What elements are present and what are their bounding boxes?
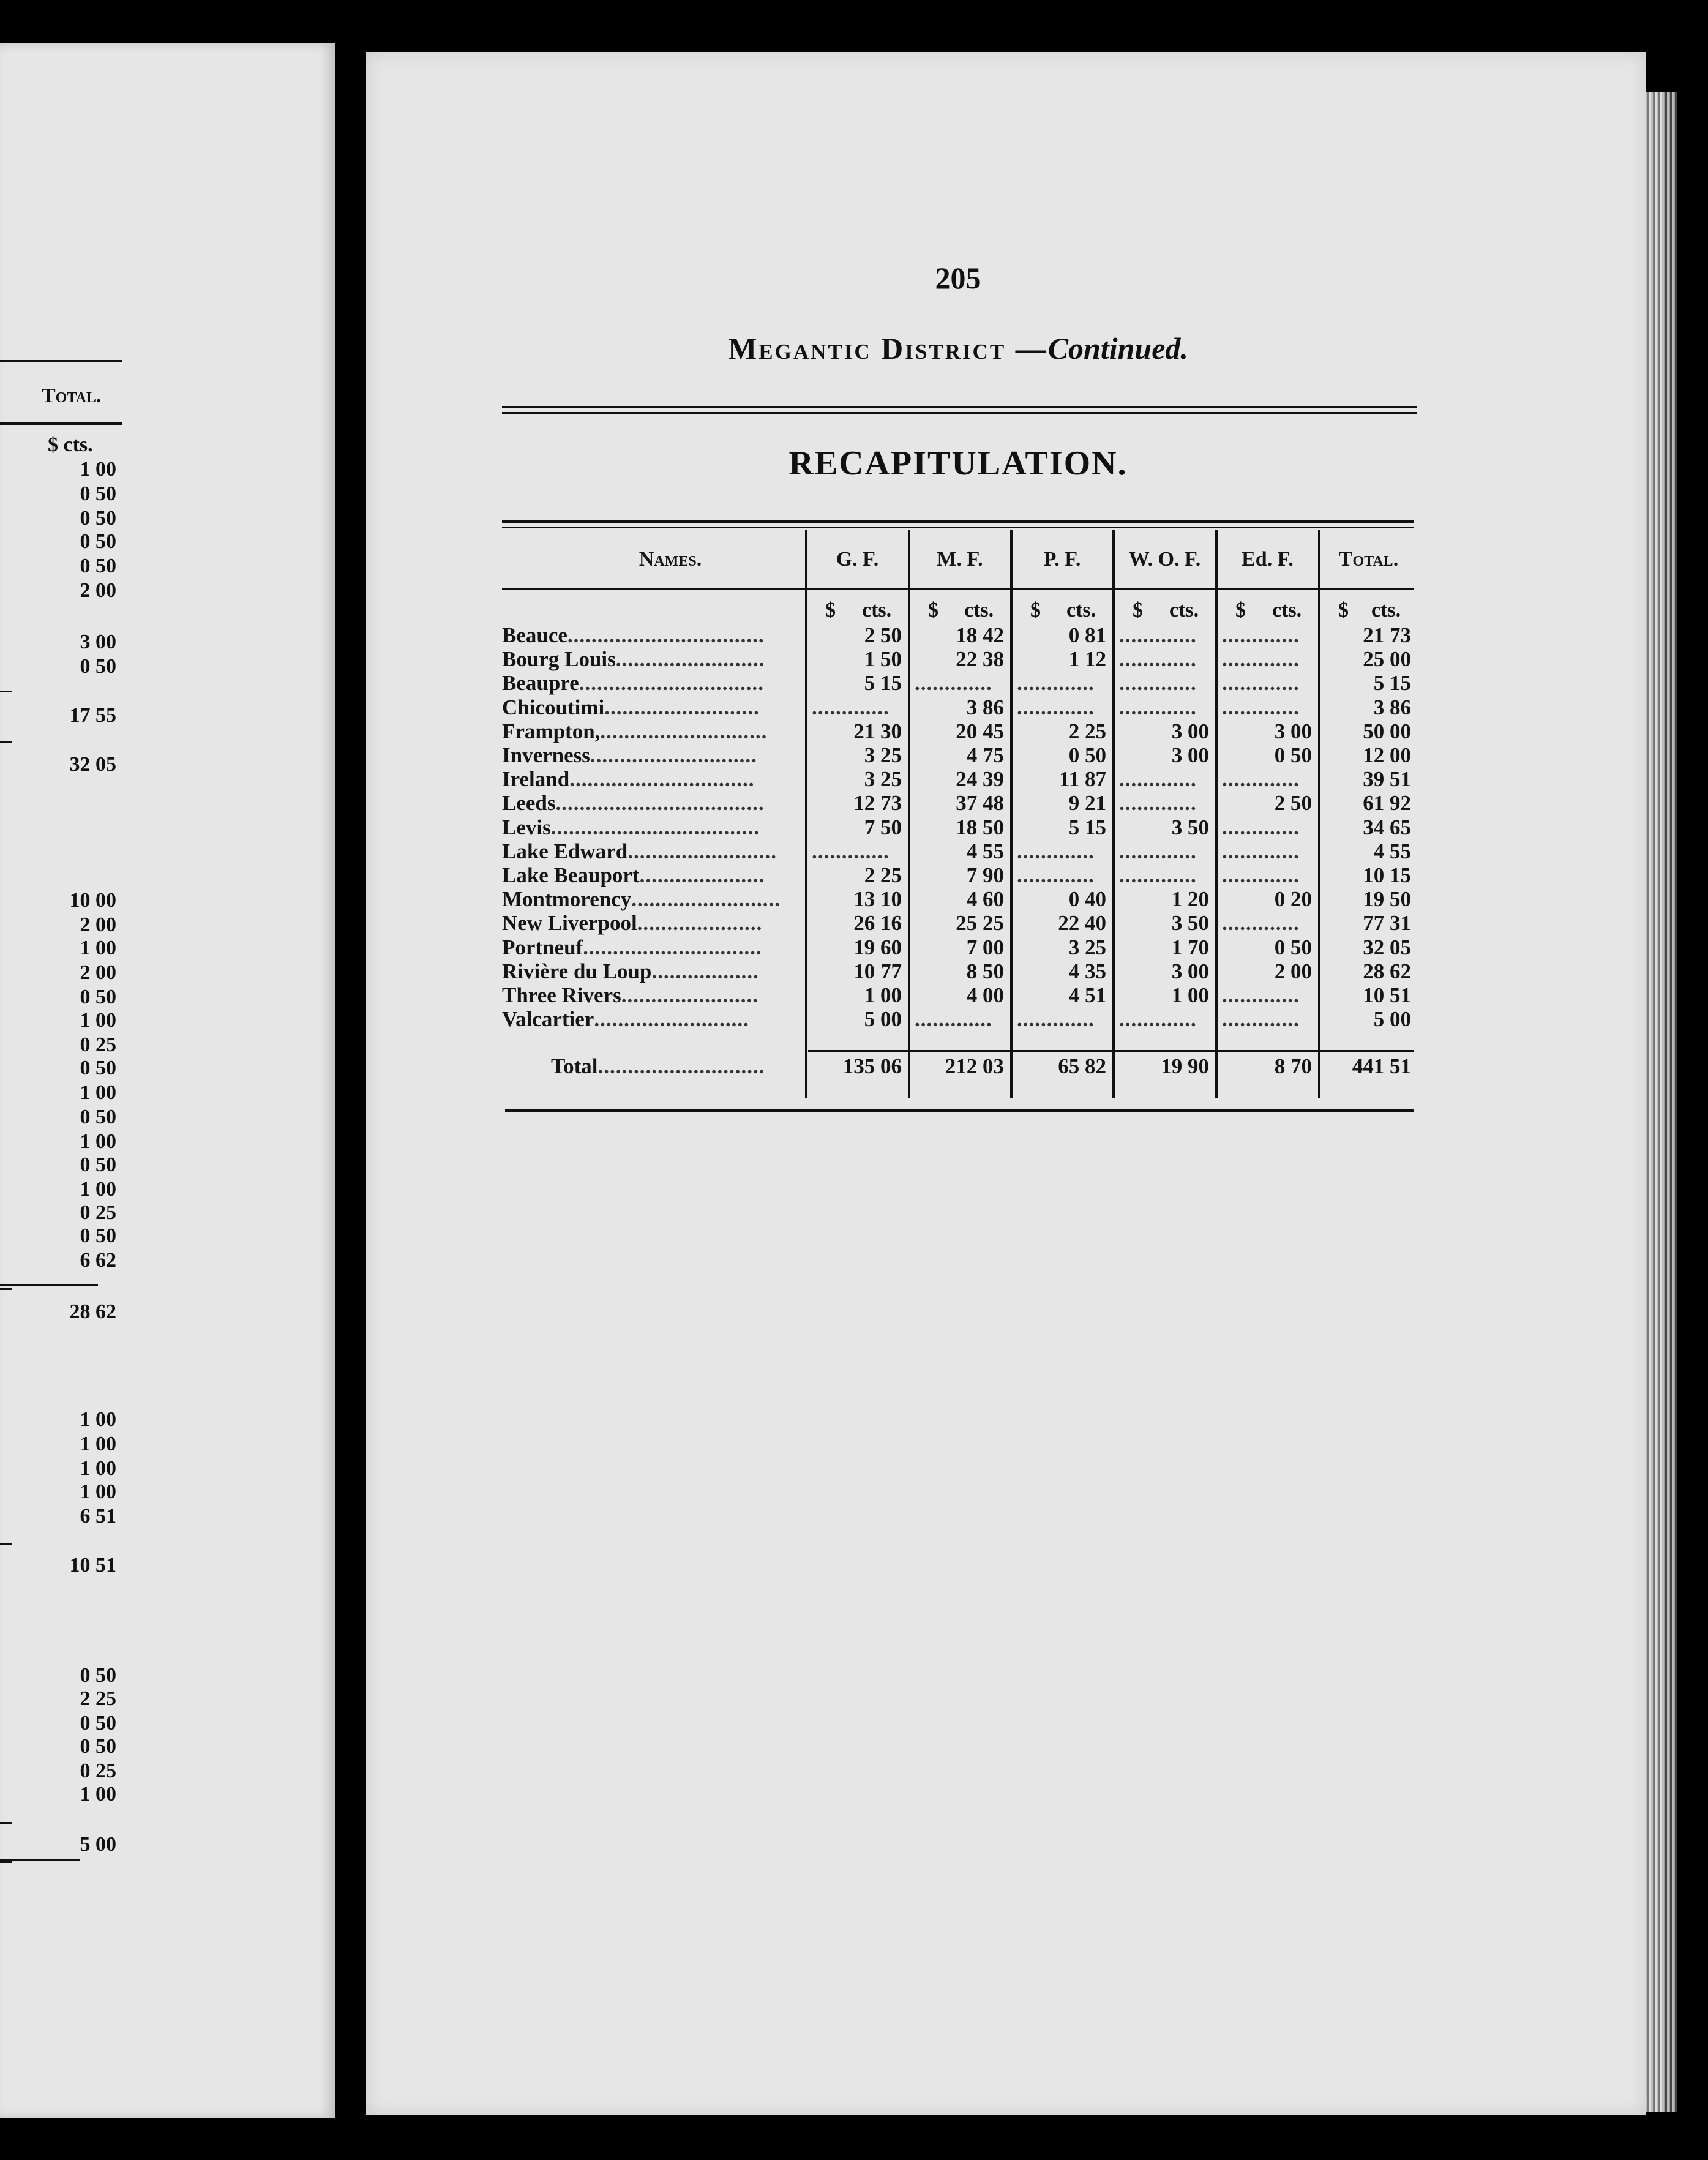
place-name: New Liverpool bbox=[502, 911, 637, 936]
gf-value: 2 50 bbox=[864, 623, 902, 647]
left-total-value: 0 50 bbox=[80, 1106, 116, 1128]
place-name: Ireland bbox=[502, 767, 570, 792]
col-header-total: Total. bbox=[1338, 548, 1399, 571]
empty-cell-dots: ............. bbox=[1017, 863, 1095, 887]
col-header-mf: M. F. bbox=[937, 548, 983, 571]
leader-dots: ................................... bbox=[555, 791, 765, 816]
empty-cell-dots: ............. bbox=[915, 671, 992, 696]
left-total-value: 0 50 bbox=[80, 1735, 116, 1758]
left-total-value: 1 00 bbox=[80, 1130, 116, 1153]
leader-dots: ................................. bbox=[567, 623, 765, 647]
unit-dollar: $ bbox=[1235, 599, 1246, 621]
empty-cell-dots: ............. bbox=[1222, 983, 1300, 1007]
empty-cell-dots: ............. bbox=[1119, 647, 1197, 672]
left-total-value: 3 00 bbox=[80, 631, 116, 653]
mf-value: 4 55 bbox=[966, 839, 1004, 863]
left-total-value: 1 00 bbox=[80, 1783, 116, 1806]
leader-dots: ............................ bbox=[590, 743, 757, 767]
total-total-value: 441 51 bbox=[1352, 1054, 1411, 1078]
place-name: Portneuf bbox=[502, 935, 583, 959]
left-header-rule-2 bbox=[0, 422, 122, 425]
row-name bbox=[502, 743, 757, 768]
total-label: Total bbox=[551, 1054, 598, 1078]
row-name bbox=[502, 623, 765, 648]
total-value: 19 50 bbox=[1363, 887, 1411, 912]
mf-value: 4 00 bbox=[966, 983, 1004, 1007]
place-name: Beaupre bbox=[502, 671, 579, 696]
total-value: 50 00 bbox=[1363, 719, 1411, 743]
edf-value: 0 50 bbox=[1274, 743, 1312, 767]
pf-value: 0 40 bbox=[1068, 887, 1106, 912]
col-header-names: Names. bbox=[639, 548, 702, 571]
empty-cell-dots: ............. bbox=[1119, 695, 1197, 719]
row-name bbox=[502, 1007, 749, 1032]
wof-value: 1 20 bbox=[1171, 887, 1209, 912]
col-header-pf: P. F. bbox=[1043, 548, 1081, 571]
left-total-value: 1 00 bbox=[80, 937, 116, 959]
left-sum-rule-long bbox=[0, 1859, 80, 1861]
gf-value: 1 50 bbox=[864, 647, 902, 672]
left-total-value: 0 50 bbox=[80, 507, 116, 530]
total-value: 4 55 bbox=[1373, 839, 1411, 863]
leader-dots: .................. bbox=[651, 959, 759, 983]
mf-value: 8 50 bbox=[966, 959, 1004, 983]
total-value: 32 05 bbox=[1363, 935, 1411, 959]
row-name bbox=[502, 767, 754, 792]
leader-dots: .......................... bbox=[594, 1007, 749, 1032]
pf-value: 0 81 bbox=[1068, 623, 1106, 647]
mf-value: 3 86 bbox=[966, 695, 1004, 719]
left-total-value: 1 00 bbox=[80, 1408, 116, 1431]
mf-value: 18 42 bbox=[956, 623, 1004, 647]
empty-cell-dots: ............. bbox=[1017, 1007, 1095, 1032]
left-total-value: 32 05 bbox=[69, 753, 116, 776]
gf-value: 21 30 bbox=[853, 719, 902, 743]
column-divider bbox=[1112, 530, 1115, 1098]
wof-value: 1 70 bbox=[1171, 935, 1209, 959]
page-edge-outer bbox=[1664, 92, 1677, 2112]
empty-cell-dots: ............. bbox=[1119, 863, 1197, 887]
empty-cell-dots: ............. bbox=[1222, 695, 1300, 719]
total-mf-value: 212 03 bbox=[945, 1054, 1004, 1078]
left-total-value: 0 25 bbox=[80, 1033, 116, 1056]
mf-value: 25 25 bbox=[956, 911, 1004, 936]
row-name bbox=[502, 911, 762, 936]
left-total-value: 1 00 bbox=[80, 1009, 116, 1032]
empty-cell-dots: ............. bbox=[1119, 671, 1197, 696]
mf-value: 37 48 bbox=[956, 791, 1004, 816]
empty-cell-dots: ............. bbox=[1222, 911, 1300, 936]
total-row-label bbox=[551, 1054, 765, 1079]
wof-value: 3 50 bbox=[1171, 911, 1209, 936]
left-total-value: 1 00 bbox=[80, 1480, 116, 1503]
heading-dash: — bbox=[1006, 331, 1048, 366]
unit-cents: cts. bbox=[1272, 599, 1302, 621]
edf-value: 0 20 bbox=[1274, 887, 1312, 912]
total-value: 10 51 bbox=[1363, 983, 1411, 1007]
place-name: Montmorency bbox=[502, 887, 632, 912]
left-total-value: 0 50 bbox=[80, 655, 116, 678]
leader-dots: .......................... bbox=[604, 695, 760, 719]
pf-value: 11 87 bbox=[1059, 767, 1106, 792]
gf-value: 3 25 bbox=[864, 767, 902, 792]
left-total-value: 1 00 bbox=[80, 1178, 116, 1201]
total-value: 3 86 bbox=[1373, 695, 1411, 719]
leader-dots: ............................... bbox=[569, 767, 755, 792]
col-header-wof: W. O. F. bbox=[1128, 548, 1201, 571]
place-name: Lake Edward bbox=[502, 839, 628, 863]
left-sum-rule bbox=[0, 1861, 12, 1863]
row-name bbox=[502, 791, 765, 816]
row-name bbox=[502, 719, 767, 744]
left-total-value: 0 25 bbox=[80, 1201, 116, 1224]
leader-dots: ............................... bbox=[579, 671, 764, 696]
gf-value: 5 15 bbox=[864, 671, 902, 696]
total-wof-value: 19 90 bbox=[1161, 1054, 1209, 1078]
row-name bbox=[502, 839, 777, 864]
mf-value: 4 75 bbox=[966, 743, 1004, 767]
left-total-value: 17 55 bbox=[69, 704, 116, 727]
total-value: 77 31 bbox=[1363, 911, 1411, 936]
place-name: Levis bbox=[502, 815, 551, 839]
empty-cell-dots: ............. bbox=[1119, 767, 1197, 792]
leader-dots: ....................... bbox=[621, 983, 758, 1007]
left-total-value: 0 50 bbox=[80, 530, 116, 553]
edf-value: 0 50 bbox=[1274, 935, 1312, 959]
empty-cell-dots: ............. bbox=[812, 695, 890, 719]
left-total-value: 0 50 bbox=[80, 1664, 116, 1687]
empty-cell-dots: ............. bbox=[1119, 623, 1197, 647]
pf-value: 22 40 bbox=[1058, 911, 1106, 936]
total-value: 61 92 bbox=[1363, 791, 1411, 816]
leader-dots: ................................... bbox=[550, 815, 760, 839]
wof-value: 3 00 bbox=[1171, 959, 1209, 983]
gf-value: 5 00 bbox=[864, 1007, 902, 1032]
pf-value: 5 15 bbox=[1068, 815, 1106, 839]
left-total-value: 1 00 bbox=[80, 458, 116, 481]
total-pf-value: 65 82 bbox=[1058, 1054, 1106, 1078]
total-value: 12 00 bbox=[1363, 743, 1411, 767]
edf-value: 3 00 bbox=[1274, 719, 1312, 743]
row-name bbox=[502, 647, 765, 672]
district-name: Megantic District bbox=[728, 331, 1006, 366]
left-sum-rule bbox=[0, 1543, 12, 1545]
gf-value: 12 73 bbox=[853, 791, 902, 816]
left-total-value: 2 00 bbox=[80, 579, 116, 602]
left-total-value: 0 25 bbox=[80, 1760, 116, 1782]
gf-value: 10 77 bbox=[853, 959, 902, 983]
pf-value: 1 12 bbox=[1068, 647, 1106, 672]
total-value: 5 00 bbox=[1373, 1007, 1411, 1032]
row-name bbox=[502, 887, 781, 912]
heading-continued: Continued. bbox=[1047, 331, 1188, 366]
gf-value: 19 60 bbox=[853, 935, 902, 959]
left-sum-rule bbox=[0, 1288, 12, 1290]
left-page bbox=[0, 43, 335, 2118]
unit-cents: cts. bbox=[1066, 599, 1096, 621]
mf-value: 22 38 bbox=[956, 647, 1004, 672]
empty-cell-dots: ............. bbox=[1119, 791, 1197, 816]
table-rule-top-2 bbox=[502, 527, 1414, 528]
gf-value: 26 16 bbox=[853, 911, 902, 936]
left-total-value: 0 50 bbox=[80, 555, 116, 577]
left-total-value: 0 50 bbox=[80, 986, 116, 1008]
row-name bbox=[502, 936, 762, 960]
place-name: Leeds bbox=[502, 791, 556, 816]
pf-value: 2 25 bbox=[1068, 719, 1106, 743]
total-value: 28 62 bbox=[1363, 959, 1411, 983]
gf-value: 3 25 bbox=[864, 743, 902, 767]
left-total-value: 1 00 bbox=[80, 1433, 116, 1455]
page-number: 205 bbox=[935, 261, 981, 295]
empty-cell-dots: ............. bbox=[1222, 671, 1300, 696]
left-sum-rule-long bbox=[0, 1284, 98, 1286]
empty-cell-dots: ............. bbox=[1017, 695, 1095, 719]
empty-cell-dots: ............. bbox=[1119, 1007, 1197, 1032]
col-header-gf: G. F. bbox=[836, 548, 879, 571]
place-name: Valcartier bbox=[502, 1007, 594, 1032]
empty-cell-dots: ............. bbox=[1017, 671, 1095, 696]
pf-value: 4 35 bbox=[1068, 959, 1106, 983]
row-name bbox=[502, 671, 764, 696]
leader-dots: ......................... bbox=[627, 839, 777, 863]
leader-dots: ............................ bbox=[597, 1054, 765, 1078]
left-total-header: Total. bbox=[42, 384, 102, 407]
gf-value: 13 10 bbox=[853, 887, 902, 912]
left-header-rule bbox=[0, 360, 122, 362]
unit-cents: cts. bbox=[1169, 599, 1199, 621]
row-name bbox=[502, 863, 765, 888]
total-value: 5 15 bbox=[1373, 671, 1411, 696]
leader-dots: ......................... bbox=[631, 887, 781, 912]
pf-value: 3 25 bbox=[1068, 935, 1106, 959]
leader-dots: .............................. bbox=[583, 935, 762, 959]
gf-value: 2 25 bbox=[864, 863, 902, 887]
left-total-value: 0 50 bbox=[80, 482, 116, 505]
mf-value: 4 60 bbox=[966, 887, 1004, 912]
empty-cell-dots: ............. bbox=[1222, 863, 1300, 887]
header-rule-bottom bbox=[502, 588, 1414, 590]
place-name: Three Rivers bbox=[502, 983, 621, 1007]
empty-cell-dots: ............. bbox=[1222, 815, 1300, 839]
pf-value: 0 50 bbox=[1068, 743, 1106, 767]
left-total-value: 10 00 bbox=[69, 889, 116, 912]
empty-cell-dots: ............. bbox=[1119, 839, 1197, 863]
total-value: 10 15 bbox=[1363, 863, 1411, 887]
empty-cell-dots: ............. bbox=[1222, 1007, 1300, 1032]
empty-cell-dots: ............. bbox=[1222, 839, 1300, 863]
empty-cell-dots: ............. bbox=[1222, 623, 1300, 647]
unit-cents: cts. bbox=[862, 599, 892, 621]
heading-rule-top bbox=[502, 406, 1417, 408]
total-value: 21 73 bbox=[1363, 623, 1411, 647]
edf-value: 2 50 bbox=[1274, 791, 1312, 816]
wof-value: 3 00 bbox=[1171, 719, 1209, 743]
leader-dots: ..................... bbox=[637, 911, 763, 936]
unit-dollar: $ bbox=[1030, 599, 1041, 621]
place-name: Beauce bbox=[502, 623, 567, 647]
col-header-edf: Ed. F. bbox=[1242, 548, 1294, 571]
left-total-value: 28 62 bbox=[69, 1300, 116, 1323]
empty-cell-dots: ............. bbox=[915, 1007, 992, 1032]
place-name: Inverness bbox=[502, 743, 590, 767]
unit-cents: cts. bbox=[1371, 599, 1401, 621]
row-name bbox=[502, 696, 760, 720]
total-value: 34 65 bbox=[1363, 815, 1411, 839]
page-edge bbox=[1646, 92, 1664, 2112]
section-title: RECAPITULATION. bbox=[788, 444, 1128, 482]
row-name bbox=[502, 983, 758, 1008]
heading-rule-bottom bbox=[502, 412, 1417, 414]
left-total-value: 2 25 bbox=[80, 1687, 116, 1710]
mf-value: 18 50 bbox=[956, 815, 1004, 839]
left-total-value: 2 00 bbox=[80, 913, 116, 936]
empty-cell-dots: ............. bbox=[1222, 767, 1300, 792]
row-name bbox=[502, 959, 759, 984]
empty-cell-dots: ............. bbox=[1222, 647, 1300, 672]
unit-dollar: $ bbox=[1133, 599, 1143, 621]
left-total-value: 1 00 bbox=[80, 1457, 116, 1480]
mf-value: 7 90 bbox=[966, 863, 1004, 887]
total-edf-value: 8 70 bbox=[1274, 1054, 1312, 1078]
total-gf-value: 135 06 bbox=[842, 1054, 902, 1078]
left-total-value: 0 50 bbox=[80, 1224, 116, 1247]
mf-value: 24 39 bbox=[956, 767, 1004, 792]
mf-value: 7 00 bbox=[966, 935, 1004, 959]
left-units: $ cts. bbox=[48, 433, 93, 456]
edf-value: 2 00 bbox=[1274, 959, 1312, 983]
left-total-value: 0 50 bbox=[80, 1153, 116, 1176]
total-value: 25 00 bbox=[1363, 647, 1411, 672]
leader-dots: ..................... bbox=[639, 863, 765, 887]
row-name bbox=[502, 816, 760, 840]
place-name: Lake Beauport bbox=[502, 863, 640, 887]
table-rule-bottom bbox=[505, 1109, 1414, 1112]
left-total-value: 0 50 bbox=[80, 1057, 116, 1079]
leader-dots: ............................ bbox=[600, 719, 768, 743]
unit-cents: cts. bbox=[964, 599, 994, 621]
gf-value: 1 00 bbox=[864, 983, 902, 1007]
wof-value: 3 00 bbox=[1171, 743, 1209, 767]
left-sum-rule bbox=[0, 741, 12, 743]
empty-cell-dots: ............. bbox=[1017, 839, 1095, 863]
left-total-value: 1 00 bbox=[80, 1081, 116, 1104]
place-name: Frampton, bbox=[502, 719, 601, 743]
gf-value: 7 50 bbox=[864, 815, 902, 839]
table-rule-top bbox=[502, 520, 1414, 523]
unit-dollar: $ bbox=[825, 599, 836, 621]
wof-value: 1 00 bbox=[1171, 983, 1209, 1007]
place-name: Rivière du Loup bbox=[502, 959, 652, 983]
wof-value: 3 50 bbox=[1171, 815, 1209, 839]
left-total-value: 6 51 bbox=[80, 1505, 116, 1528]
left-sum-rule bbox=[0, 691, 12, 692]
empty-cell-dots: ............. bbox=[812, 839, 890, 863]
pf-value: 9 21 bbox=[1068, 791, 1106, 816]
pf-value: 4 51 bbox=[1068, 983, 1106, 1007]
left-total-value: 0 50 bbox=[80, 1712, 116, 1734]
place-name: Bourg Louis bbox=[502, 647, 616, 672]
left-total-value: 10 51 bbox=[69, 1554, 116, 1577]
page-heading bbox=[551, 331, 1365, 366]
total-rule bbox=[808, 1050, 1414, 1052]
unit-dollar: $ bbox=[1338, 599, 1349, 621]
left-total-value: 5 00 bbox=[80, 1833, 116, 1856]
unit-dollar: $ bbox=[928, 599, 938, 621]
mf-value: 20 45 bbox=[956, 719, 1004, 743]
left-sum-rule bbox=[0, 1822, 12, 1824]
place-name: Chicoutimi bbox=[502, 695, 605, 719]
leader-dots: ......................... bbox=[615, 647, 765, 672]
left-total-value: 6 62 bbox=[80, 1249, 116, 1272]
total-value: 39 51 bbox=[1363, 767, 1411, 792]
left-total-value: 2 00 bbox=[80, 961, 116, 984]
